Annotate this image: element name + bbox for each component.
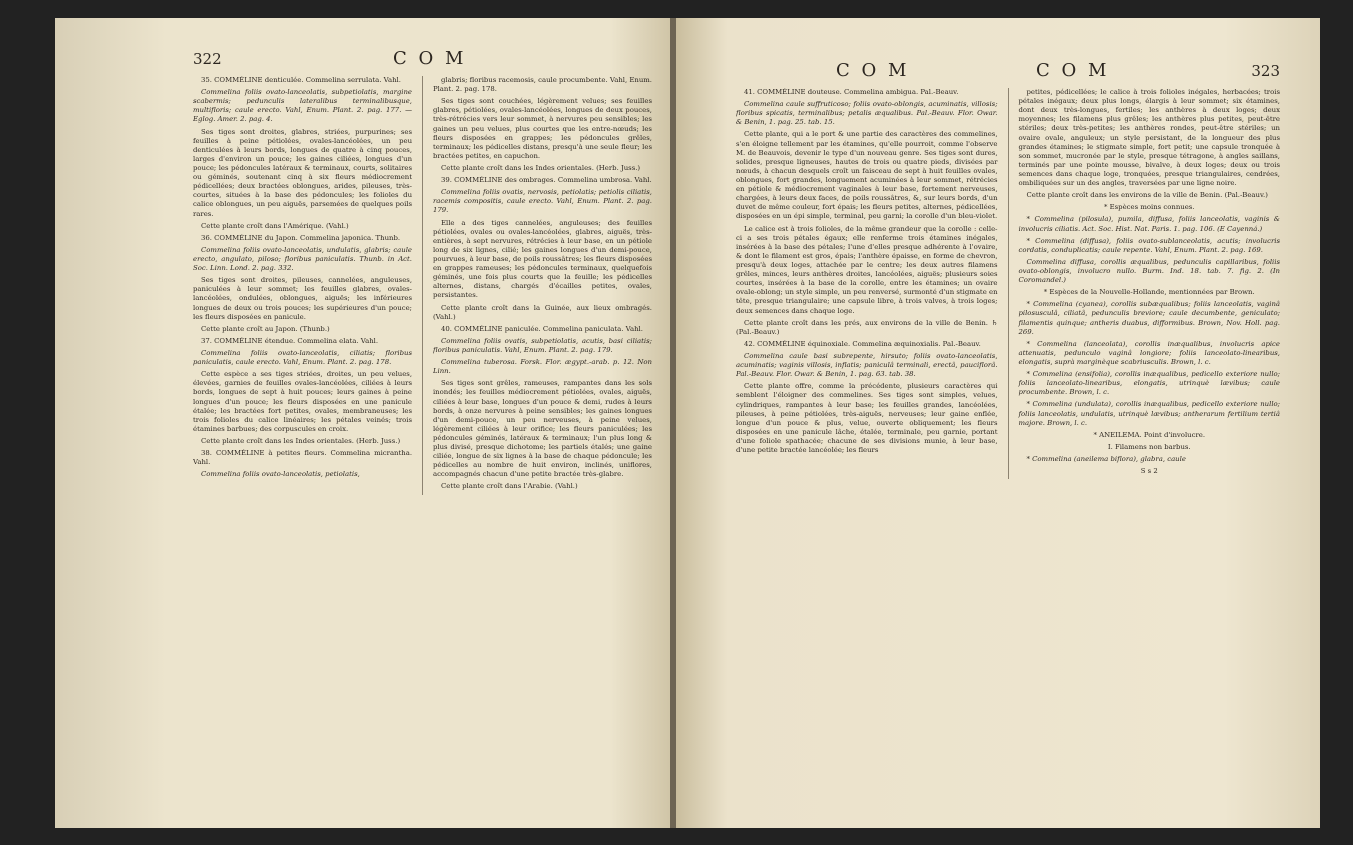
paragraph: petites, pédicellées; le calice à trois folioles inégales, herbacées; trois pétales inégaux; deux plus longs, élargis à leur sommet; six étamines, dont deux très-longues, fertiles; les anthères à deux loges; deux moyennes; les filamens plus grêles; les anthères plus petites, peut-être stériles; deux très-petites; les anthères rondes, peut-être stériles; un ovaire ovale, anguleux; un style persistant, de la longueur des plus grandes étamines; le stigmate simple, fort petit; une capsule tronquée à son sommet, mucronée par le style, presque tétragone, à angles saillans, terminés par une pointe mousse, bivalve, à deux loges; deux ou trois semences dans chaque loge, tronquées, presque triangulaires, cendrées, ombiliquées sur un des angles, traversées par une ligne noire. xyxy=(1018,88,1280,188)
paragraph: 38. COMMÉLINE à petites fleurs. Commelina micrantha. Vahl. xyxy=(193,449,413,467)
paragraph: 36. COMMÉLINE du Japon. Commelina japonica. Thunb. xyxy=(201,233,401,242)
left-page xyxy=(55,18,672,828)
paragraph: * ANEILEMA. Point d'involucre. xyxy=(1093,430,1206,439)
paragraph: Cette plante croît dans les Indes orientales. (Herb. Juss.) xyxy=(201,436,401,445)
paragraph: Commelina caule basi subrepente, hirsuto; foliis ovato-lanceolatis, acuminatis; vaginis villosis, inflatis; paniculâ terminali, erectâ, pauciflorâ. Pal.-Beauv. Flor. Owar. & Benin, 1. pag. 63. tab. 38. xyxy=(736,351,998,379)
column-divider xyxy=(422,76,423,495)
paragraph: 39. COMMÉLINE des ombrages. Commelina umbrosa. Vahl. xyxy=(440,176,652,185)
paragraph: Commelina foliis ovatis, subpetiolatis, acutis, basi ciliatis; floribus paniculatis. Vahl, Enum. Plant. 2. pag. 179. xyxy=(432,336,652,354)
paragraph: Ses tiges sont droites, pileuses, cannelées, anguleuses, paniculées à leur sommet; les feuilles glabres, ovales-lancéolées, ondulées, oblongues, aiguës; les inférieures longues de deux ou trois pouces; les supérieures d'un pouce; les fleurs disposées en panicule. xyxy=(193,276,413,321)
paragraph: Commelina foliis ovato-lanceolatis, petiolatis, xyxy=(201,470,360,479)
paragraph: Commelina foliis ovatis, nervosis, petiolatis; petiolis ciliatis, racemis compositis, caule erecto. Vahl, Enum. Plant. 2. pag. 179. xyxy=(432,188,652,215)
paragraph: Cette plante croît dans la Guinée, aux lieux ombragés. (Vahl.) xyxy=(432,303,652,321)
paragraph: Commelina foliis ovato-lanceolatis, undulatis, glabris; caule erecto, angulato, piloso; floribus paniculatis. Thunb. in Act. Soc. Linn. Lond. 2. pag. 332. xyxy=(193,245,413,273)
paragraph: Commelina foliis ovato-lanceolatis, ciliatis; floribus paniculatis, caule erecto. Vahl, Enum. Plant. 2. pag. 178. xyxy=(193,348,413,367)
paragraph: Cette espèce a ses tiges striées, droites, un peu velues, élevées, garnies de feuilles ovales-lancéolées, ciliées à leurs bords, longues de sept à huit pouces; leurs gaines à peine longues d'un pouce; les fleurs disposées en une panicule étalée; les bractées fort petites, ovales, membraneuses; les trois folioles du calice linéaires; les pétales veinés; trois étamines barbues; des corpuscules en croix. xyxy=(193,370,413,433)
paragraph: * Commelina (ensifolia), corollis inæqualibus, pedicello exteriore nullo; foliis lanceolato-linearibus, elongatis, utrinquè lævibus; caule procumbente. Brown, l. c. xyxy=(1018,370,1280,397)
paragraph: 37. COMMÉLINE étendue. Commelina elata. Vahl. xyxy=(201,336,379,345)
running-head: C O M xyxy=(393,48,467,69)
running-head-left: C O M xyxy=(836,60,910,81)
paragraph: * Commelina (aneilema biflora), glabra, caule xyxy=(1026,454,1186,463)
paragraph: Commelina tuberosa. Forsk. Flor. ægypt.-arab. p. 12. Non Linn. xyxy=(432,358,652,376)
paragraph: 42. COMMÉLINE équinoxiale. Commelina æquinoxialis. Pal.-Beauv. xyxy=(744,339,981,348)
open-book xyxy=(55,18,1320,828)
paragraph: * Commelina (cyanea), corollis subæqualibus; foliis lanceolatis, vaginâ pilosusculâ, ciliatâ, pedunculis breviore; caule decumbente, geniculato; filamentis quinque; antheris duabus, difformibus. Brown, Nov. Holl. pag. 269. xyxy=(1018,300,1280,336)
left-column-2 xyxy=(433,76,652,495)
paragraph: Ses tiges sont couchées, légèrement velues; ses feuilles glabres, pétiolées, ovales-lancéolées, longues de deux pouces, très-rétrécies vers leur sommet, à nervures peu sensibles; les gaines un peu velues, plus courtes que les entre-nœuds; les fleurs disposées en grappes; les pédoncules grêles, terminaux; les pédicelles distans, presqu'à une seule fleur; les bractées petites, en capuchon. xyxy=(432,97,652,160)
paragraph: Cette plante croît dans les Indes orientales. (Herb. Juss.) xyxy=(440,163,641,172)
paragraph: * Commelina (lanceolata), corollis inæqualibus, involucris apice attenuatis, pedunculo vaginâ longiore; foliis lanceolato-linearibus, elongatis, suprà marginèque scabriusculis. Brown, l. c. xyxy=(1018,339,1280,366)
paragraph: Elle a des tiges cannelées, anguleuses; des feuilles pétiolées, ovales ou ovales-lancéolées, glabres, aiguës, très-entières, à sept nervures, rétrécies à leur base, en un pétiole long de six lignes, cilié; les gaines longues d'un demi-pouce, pourvues, à leur base, de poils roussâtres; les fleurs disposées en grappes rameuses; les pédoncules terminaux, quelquefois géminés, une fois plus courts que la feuille; les pédicelles alternes, distans, chargés d'écailles petites, ovales, persistantes. xyxy=(432,218,652,300)
column-divider xyxy=(1008,88,1009,479)
running-head-right: C O M xyxy=(1036,60,1110,81)
right-column-1 xyxy=(736,88,998,479)
paragraph: * Espèces moins connues. xyxy=(1103,203,1195,212)
paragraph: 41. COMMÉLINE douteuse. Commelina ambigua. Pal.-Beauv. xyxy=(744,88,959,96)
paragraph: * Commelina (diffusa), foliis ovato-sublanceolatis, acutis; involucris cordatis, conduplicatis; caule repente. Vahl, Enum. Plant. 2. pag. 169. xyxy=(1018,236,1280,254)
paragraph: glabris; floribus racemosis, caule procumbente. Vahl, Enum. Plant. 2. pag. 178. xyxy=(432,76,652,94)
paragraph: Commelina foliis ovato-lanceolatis, subpetiolatis, margine scabermis; pedunculis lateralibus terminalibusque, multifloris; caule erecto. Vahl, Enum. Plant. 2. pag. 177. — Eglog. Amer. 2. pag. 4. xyxy=(193,88,413,124)
paragraph: 35. COMMÉLINE denticulée. Commelina serrulata. Vahl. xyxy=(201,76,401,84)
paragraph: I. Filamens non barbus. xyxy=(1107,442,1191,451)
paragraph: Cette plante croît dans les prés, aux environs de la ville de Benin. ♄ (Pal.-Beauv.) xyxy=(736,318,998,336)
paragraph: Ses tiges sont grêles, rameuses, rampantes dans les sols inondés; les feuilles médiocrement pétiolées, ovales, aiguës, ciliées à leur base, longues d'un pouce & demi, rudes à leurs bords, à onze nervures à peine sensibles; les gaines longues d'un demi-pouce, un peu nerveuses, à peine velues, légèrement ciliées à leur orifice; les fleurs paniculées; les pédoncules géminés, latéraux & terminaux; l'un plus long & plus divisé, presque dichotome; les partiels étalés; une gaine ciliée, longue de six lignes à la base de chaque pédoncule; les pédicelles au nombre de huit environ, inclinés, uniflores, accompagnés chacun d'une petite bractée très-glabre. xyxy=(432,379,652,479)
paragraph: Cette plante croît au Japon. (Thunb.) xyxy=(201,324,330,333)
right-column-2 xyxy=(1018,88,1280,479)
left-column-1 xyxy=(193,76,412,495)
right-page xyxy=(676,18,1320,828)
paragraph: Cette plante croît dans l'Arabie. (Vahl.) xyxy=(440,482,578,491)
paragraph: S s 2 xyxy=(1140,467,1158,476)
paragraph: * Commelina (pilosula), pumila, diffusa, foliis lanceolatis, vaginis & involucris ciliatis. Act. Soc. Hist. Nat. Paris. 1. pag. 106. (E Cayenná.) xyxy=(1018,215,1280,233)
paragraph: Le calice est à trois folioles, de la même grandeur que la corolle : celle-ci a ses trois pétales égaux; elle renferme trois étamines inégales, insérées à la base des pétales; l'une d'elles presque adhérente à l'ovaire, & dont le filament est gros, épais; l'anthère épaisse, en forme de chevron, presqu'à deux loges, attachée par le centre; les deux autres filamens grêles, minces, leurs anthères droites, lancéolées, aiguës; plusieurs soies courtes, insérées à la base de la corolle, entre les étamines; un ovaire ovale-oblong; un style simple, un peu renversé, surmonté d'un stigmate en tête, presque triangulaire; une capsule libre, à trois valves, à trois loges; deux semences dans chaque loge. xyxy=(736,224,998,315)
paragraph: Commelina caule suffruticoso; foliis ovato-oblongis, acuminatis, villosis; floribus spicatis, terminalibus; petalis æqualibus. Pal.-Beauv. Flor. Owar. & Benin, 1. pag. 25. tab. 15. xyxy=(736,100,998,127)
paragraph: Cette plante croît dans l'Amérique. (Vahl.) xyxy=(201,221,349,230)
right-page-header xyxy=(736,60,1280,84)
page-number: 322 xyxy=(193,50,222,68)
paragraph: Cette plante, qui a le port & une partie des caractères des commelines, s'en éloigne tellement par les étamines, qu'elle pourroit, comme l'observe M. de Beauvois, devenir le type d'un nouveau genre. Ses tiges sont dures, solides, presque ligneuses, hautes de trois ou quatre pieds, divisées par nœuds, à chacun desquels croît un faisceau de sept à huit feuilles ovales, oblongues, fort grandes, longuement acuminées à leur sommet, rétrécies en pétiole & médiocrement vaginales à leur base, fortement nerveuses, chargées, à leurs deux faces, de poils roussâtres, &, sur leurs bords, d'un duvet de même couleur, fort épais; les fleurs petites, alternes, pédicellées, disposées en un épi simple, terminal, peu garni; la corolle d'un bleu-violet. xyxy=(736,130,998,221)
paragraph: Ses tiges sont droites, glabres, striées, purpurines; ses feuilles à peine pétiolées, ovales-lancéolées, un peu denticulées à leurs bords, longues de quatre à cinq pouces, larges d'environ un pouce; les gaines ciliées, longues d'un pouce; les pédoncules latéraux & terminaux, courts, solitaires ou géminés, soutenant cinq à six fleurs médiocrement pédicellées; deux bractées oblongues, arides, pileuses, très-courtes, situées à la base des pédoncules; les folioles du calice oblongues, un peu aiguës, parsemées de quelques poils rares. xyxy=(193,127,413,218)
page-number: 323 xyxy=(1251,62,1280,80)
paragraph: Commelina diffusa, corollis æqualibus, pedunculis capillaribus, foliis ovato-oblongis, involucro nullo. Burm. Ind. 18. tab. 7. fig. 2. (In Coromandel.) xyxy=(1018,257,1280,285)
paragraph: * Espèces de la Nouvelle-Hollande, mentionnées par Brown. xyxy=(1043,288,1255,297)
paragraph: Cette plante croît dans les environs de la ville de Benin. (Pal.-Beauv.) xyxy=(1026,191,1268,200)
paragraph: * Commelina (undulata), corollis inæqualibus, pedicello exteriore nullo; foliis lanceolatis, undulatis, utrinquè lævibus; antherarum fertilium tertiâ majore. Brown, l. c. xyxy=(1018,400,1280,427)
paragraph: 40. COMMÉLINE paniculée. Commelina paniculata. Vahl. xyxy=(440,324,643,333)
paragraph: Cette plante offre, comme la précédente, plusieurs caractères qui semblent l'éloigner des commelines. Ses tiges sont simples, velues, cylindriques, rampantes à leur base; les feuilles grandes, lancéolées, pileuses, à peine pétiolées, très-aiguës, nerveuses; leur gaine enflée, longue d'un pouce & plus, velue, ouverte obliquement; les fleurs disposées en une panicule lâche, étalée, terminale, peu garnie, portant d'une foliole spathacée; chacune de ses divisions munie, à leur base, d'une petite bractée lancéolée; les fleurs xyxy=(736,382,998,455)
left-page-header xyxy=(193,48,652,72)
